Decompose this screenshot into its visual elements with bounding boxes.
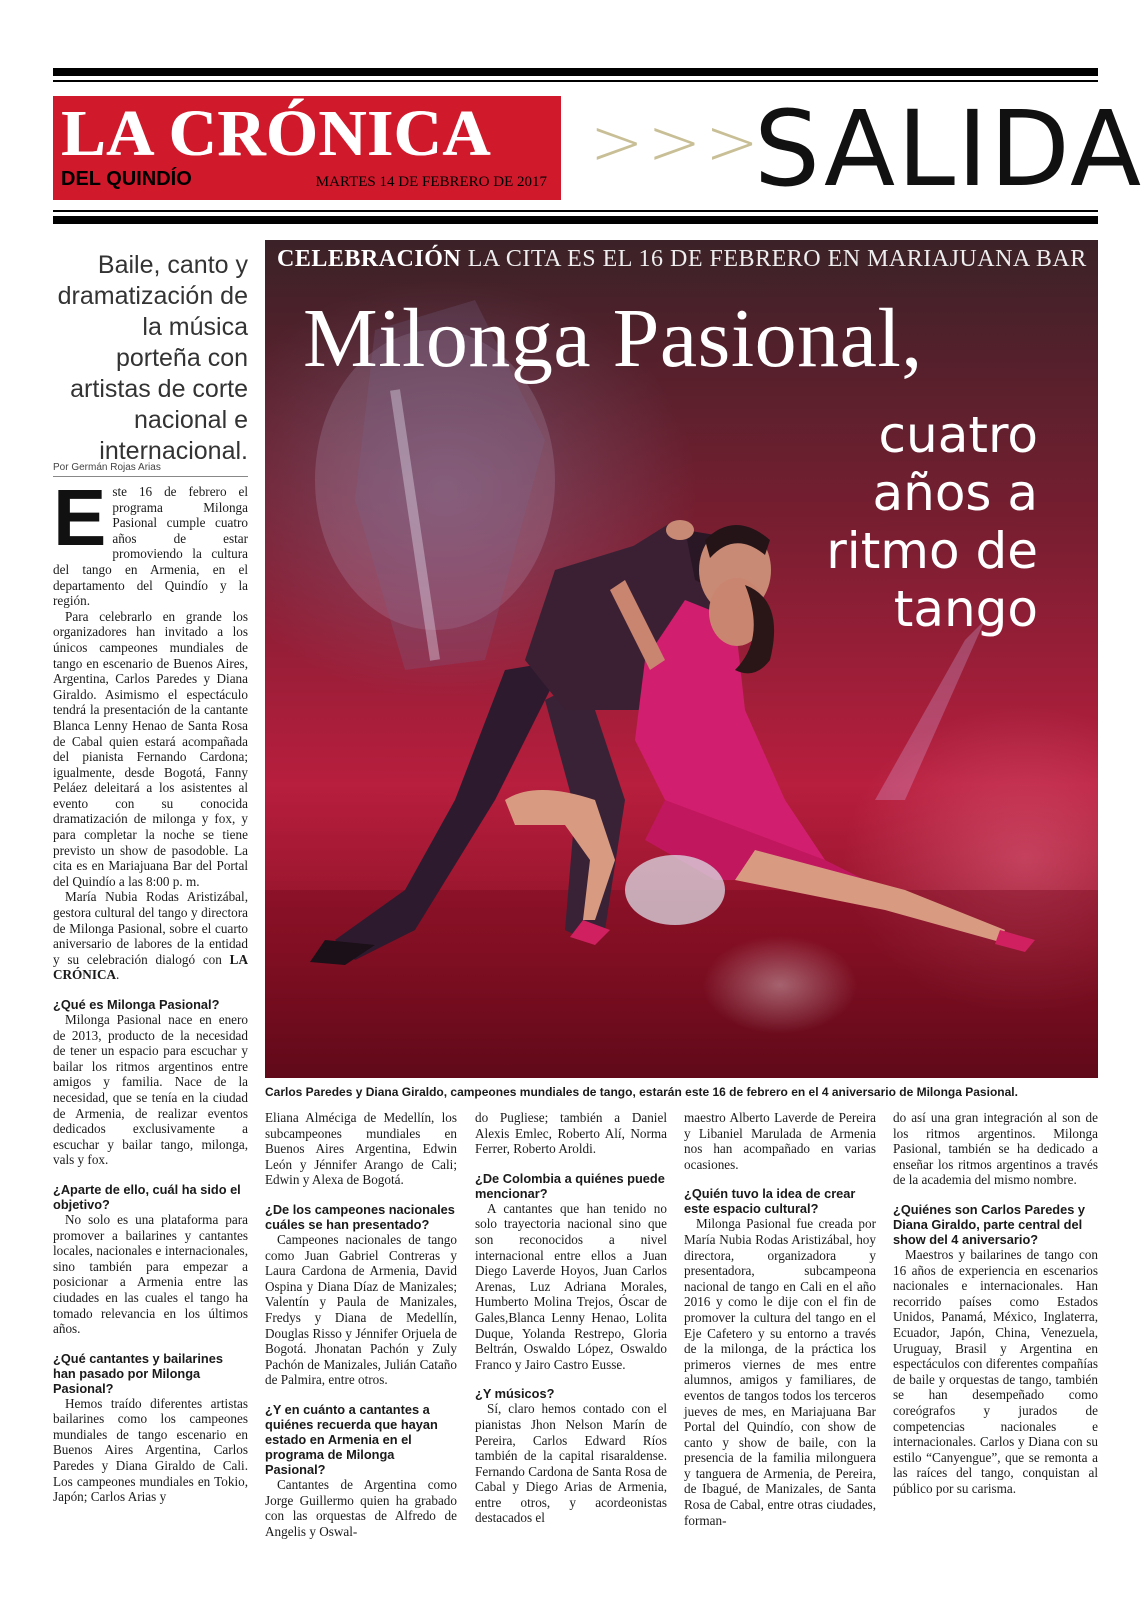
question-heading: ¿Qué cantantes y bailarines han pasado por Milonga Pasional? — [53, 1350, 223, 1396]
article-paragraph: No solo es una plataforma para promover a bailarines y cantantes locales, nacionales e internacionales, sino también para empezar a posicionar a Armenia entre las ciudades en las cuales el tango ha tomado relevancia en los últimos años. — [53, 1211, 248, 1337]
mid-rule — [53, 216, 1098, 224]
question-heading: ¿Y en cuánto a cantantes a quiénes recuerda que hayan estado en Armenia en el programa de Milonga Pasional? — [265, 1401, 438, 1477]
article-column-3 — [475, 1110, 667, 1526]
article-paragraph: Cantantes de Argentina como Jorge Guillermo quien ha grabado con las orquestas de Alfredo de Angelis y Oswal- — [265, 1476, 457, 1539]
article-deck: Baile, canto y dramatización de la música porteña con artistas de corte nacional e internacional. — [57, 251, 248, 465]
article-paragraph: Maestros y bailarines de tango con 16 años de experiencia en escenarios nacionales e internacionales. Han recorrido países como Estados Unidos, Panamá, México, Inglaterra, Ecuador, Japón, China, Venezuela, Uruguay, Brasil y Argentina en espectáculos con diferentes compañías de baile y orquestas de tango, también se han desempeñado como coreógrafos y jurados de competencias nacionales e internacionales. Carlos y Diana con su estilo “Canyengue”, que se remonta a las raíces del tango, conquistan al público por su carisma. — [893, 1246, 1098, 1496]
issue-date: MARTES 14 DE FEBRERO DE 2017 — [315, 174, 547, 190]
article-kicker — [277, 246, 1087, 273]
article-paragraph: do así una gran integración al son de los ritmos argentinos. Milonga Pasional, también se ha dedicado a enseñar los ritmos argentinos a través de la academia del mismo nombre. — [893, 1110, 1098, 1188]
article-paragraph: Milonga Pasional nace en enero de 2013, producto de la necesidad de tener un espacio para escuchar y bailar los ritmos argentinos entre amigos y familia. Nace de la necesidad, que se tenía en la ciudad de Armenia, de realizar eventos dedicados exclusivamente a escuchar y bailar tango, milonga, vals y fox. — [53, 1012, 248, 1168]
article-paragraph: Sí, claro hemos contado con el pianistas Jhon Nelson Marín de Pereira, Carlos Edward Ríos también de la capital risaraldense. Fernando Cardona de Santa Rosa de Cabal y Diego Arias de Armenia, entre otros, y acordeonistas destacados el — [475, 1401, 667, 1526]
photo-caption: Carlos Paredes y Diana Giraldo, campeones mundiales de tango, estarán este 16 de febrero en el 4 aniversario de Milonga Pasional. — [265, 1085, 1018, 1099]
question-heading: ¿Qué es Milonga Pasional? — [53, 997, 220, 1012]
kicker-label: CELEBRACIÓN — [277, 246, 462, 272]
kicker-text: LA CITA ES EL 16 DE FEBRERO EN MARIAJUANA BAR — [461, 246, 1087, 272]
article-paragraph — [53, 473, 248, 609]
article-paragraph: A cantantes que han tenido no solo trayectoria nacional sino que son reconocidos a nivel internacional entre ellos a Juan Diego Laverde Hoyos, Juan Carlos Arenas, Luz Adriana Morales, Humberto Molina Trejos, Óscar de Gales,Blanca Lenny Henao, Lolita Duque, Yolanda Restrepo, Gloria Beltrán, Oswaldo López, Oswaldo Franco y Jairo Castro Eusse. — [475, 1200, 667, 1372]
article-subhead: cuatro años a ritmo de tango — [826, 406, 1038, 638]
paragraph-end: . — [116, 967, 120, 983]
question-heading: ¿Quién tuvo la idea de crear este espacio cultural? — [684, 1186, 856, 1217]
newspaper-subtitle: DEL QUINDÍO — [61, 168, 192, 190]
question-heading: ¿Quiénes son Carlos Paredes y Diana Giraldo, parte central del show del 4 aniversario? — [893, 1201, 1086, 1247]
mid-rule-thin — [53, 210, 1098, 212]
top-rule-thin — [53, 80, 1098, 82]
question-heading: ¿Aparte de ello, cuál ha sido el objetivo? — [53, 1181, 241, 1212]
question-heading: ¿De Colombia a quiénes puede mencionar? — [475, 1170, 665, 1201]
article-photo — [265, 240, 1098, 1078]
top-rule — [53, 68, 1098, 76]
article-paragraph: Para celebrarlo en grande los organizadores han invitado a los únicos campeones mundiales de tango en escenario de Buenos Aires, Argentina, Carlos Paredes y Diana Giraldo. Asimismo el espectáculo tendrá la presentación de la cantante Blanca Lenny Henao de Santa Rosa de Cabal quien estará acompañada del pianista Fernando Cardona; igualmente, desde Bogotá, Fanny Peláez deleitará a los asistentes al evento con su conocida dramatización de milonga y fox, y para completar la noche se tiene previsto un show de pasodoble. La cita es en Mariajuana Bar del Portal del Quindío a las 8:00 p. m. — [53, 608, 248, 889]
section-arrows: >>> — [590, 106, 763, 180]
question-heading: ¿De los campeones nacionales cuáles se han presentado? — [265, 1201, 455, 1232]
paragraph-text: María Nubia Rodas Aristizábal, gestora cultural del tango y directora de Milonga Pasional, sobre el cuarto aniversario de labores de la entidad y su celebración dialogó con — [53, 889, 248, 967]
drop-cap: E — [53, 473, 107, 562]
article-paragraph — [53, 889, 248, 983]
article-headline: Milonga Pasional, — [303, 292, 923, 385]
article-paragraph: Eliana Alméciga de Medellín, los subcampeones mundiales en Buenos Aires Argentina, Edwin León y Jénnifer Arango de Cali; Edwin y Alexa de Bogotá. — [265, 1110, 457, 1188]
newspaper-name-inline: LA CRÓNICA — [53, 951, 248, 983]
article-paragraph: Milonga Pasional fue creada por María Nubia Rodas Aristizábal, hoy directora, organizadora y presentadora, subcampeona nacional de tango en Cali en el año 2016 y como le dije con el fin de promover la cultura del tango en el Eje Cafetero y su entorno a través de la milonga, de la práctica los primeros viernes de mes entre alumnos, amigos y familiares, de eventos de tangos todos los terceros jueves de mes, en Mariajuana Bar Portal del Quindío, con show de canto y show de baile, con la presencia de la familia milonguera y tanguera de Armenia, de Pereira, de Ibagué, de Manizales, de Santa Rosa de Cabal, entre otras ciudades, forman- — [684, 1216, 876, 1528]
article-byline: Por Germán Rojas Arias — [53, 462, 248, 477]
article-column-1 — [53, 473, 248, 1505]
paragraph-text: ste 16 de febrero el programa Milonga Pasional cumple cuatro años de estar promoviendo la cultura del tango en Armenia, en el departamento del Quindío y la región. — [53, 484, 248, 609]
article-paragraph: Campeones nacionales de tango como Juan Gabriel Contreras y Laura Cardona de Armenia, David Ospina y Diana Díaz de Manizales; Valentín y Paula de Manizales, Fredys y Diana de Medellín, Douglas Risso y Jénnifer Orjuela de Bogotá. Jhonatan Pachón y Zuly Pachón de Manizales, Julián Cataño de Palmira, entre otros. — [265, 1231, 457, 1388]
question-heading: ¿Y músicos? — [475, 1386, 555, 1402]
newspaper-title: LA CRÓNICA — [61, 97, 491, 170]
article-paragraph: Hemos traído diferentes artistas bailarines como los campeones mundiales de tango escenario en Buenos Aires Argentina, Carlos Paredes y Diana Giraldo de Cali. Los campeones mundiales en Tokio, Japón; Carlos Arias y — [53, 1395, 248, 1505]
section-title: SALIDA — [754, 88, 1144, 210]
masthead-logo — [53, 96, 561, 200]
article-paragraph: maestro Alberto Laverde de Pereira y Libaniel Marulada de Armenia nos han acompañado en varias ocasiones. — [684, 1110, 876, 1172]
article-column-2 — [265, 1110, 457, 1539]
article-column-5 — [893, 1110, 1098, 1496]
article-paragraph: do Pugliese; también a Daniel Alexis Emlec, Roberto Alí, Norma Ferrer, Roberto Aroldi. — [475, 1110, 667, 1157]
article-column-4 — [684, 1110, 876, 1528]
